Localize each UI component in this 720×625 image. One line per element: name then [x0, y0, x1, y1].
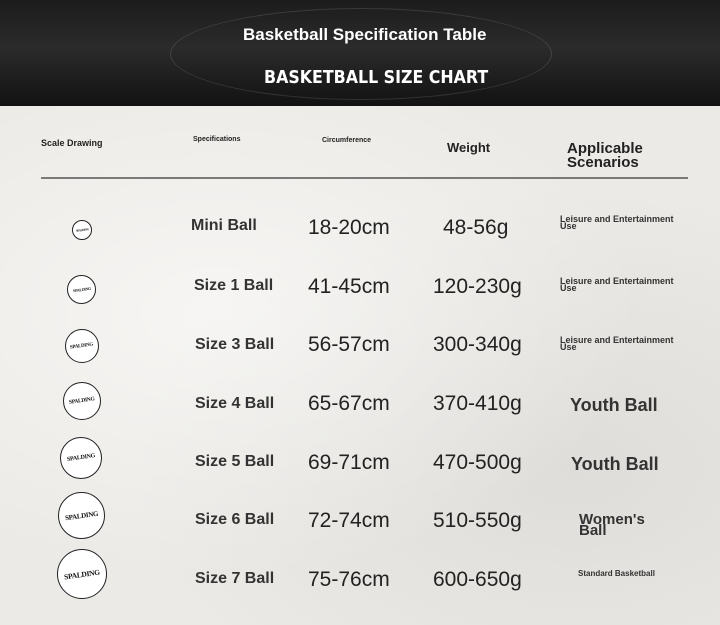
weight-cell: 48-56g	[443, 216, 509, 239]
table-row	[0, 437, 720, 495]
circumference-cell: 65-67cm	[308, 392, 390, 415]
ball-logo-text: SPALDING	[70, 341, 94, 351]
circumference-cell: 72-74cm	[308, 509, 390, 532]
scenario-cell: Leisure and Entertainment Use	[560, 335, 674, 352]
column-header-circumference: Circumference	[322, 137, 372, 144]
scenario-cell: Leisure and Entertainment Use	[560, 214, 674, 231]
table-row	[0, 320, 720, 378]
page-title: Basketball Specification Table	[243, 25, 487, 44]
weight-cell: 600-650g	[433, 568, 522, 591]
circumference-cell: 69-71cm	[308, 451, 390, 474]
column-header-applicable-scenarios: Applicable Scenarios	[567, 140, 643, 171]
ball-logo-text: SPALDING	[63, 567, 101, 581]
circumference-cell: 56-57cm	[308, 333, 390, 356]
table-row	[0, 202, 720, 260]
basketball-icon	[65, 329, 99, 363]
column-header-scale: Scale Drawing	[41, 138, 103, 148]
weight-cell: 510-550g	[433, 509, 522, 532]
basketball-icon	[60, 437, 102, 479]
weight-cell: 120-230g	[433, 275, 522, 298]
circumference-cell: 75-76cm	[308, 568, 390, 591]
ball-logo-text: SPALDING	[68, 396, 96, 406]
ball-logo-text: SPALDING	[66, 453, 96, 463]
ball-logo-text: SPALDING	[72, 285, 91, 294]
weight-cell: 470-500g	[433, 451, 522, 474]
column-header-weight: Weight	[447, 140, 491, 155]
ball-logo-text: SPALDING	[75, 227, 89, 233]
spec-cell: Size 6 Ball	[195, 511, 275, 528]
column-header-specifications: Specifications	[193, 136, 241, 143]
spec-cell: Mini Ball	[191, 217, 257, 234]
basketball-icon	[57, 549, 107, 599]
scenario-cell: Women's Ball	[579, 511, 645, 539]
basketball-icon	[67, 275, 96, 304]
table-row	[0, 379, 720, 437]
weight-cell: 300-340g	[433, 333, 522, 356]
table-row	[0, 261, 720, 319]
table-row	[0, 491, 720, 549]
header-banner	[0, 0, 720, 106]
basketball-icon	[58, 492, 105, 539]
scenario-cell: Youth Ball	[571, 454, 659, 474]
circumference-cell: 18-20cm	[308, 216, 390, 239]
spec-cell: Size 5 Ball	[195, 453, 275, 470]
spec-cell: Size 3 Ball	[195, 336, 275, 353]
scenario-cell: Leisure and Entertainment Use	[560, 276, 674, 293]
weight-cell: 370-410g	[433, 392, 522, 415]
basketball-icon	[63, 382, 101, 420]
scenario-cell: Youth Ball	[570, 395, 658, 415]
ball-logo-text: SPALDING	[64, 509, 99, 522]
spec-cell: Size 1 Ball	[194, 277, 274, 294]
spec-cell: Size 7 Ball	[195, 570, 275, 587]
scenario-cell: Standard Basketball	[578, 569, 655, 578]
page-subtitle: BASKETBALL SIZE CHART	[264, 67, 489, 88]
spec-cell: Size 4 Ball	[195, 395, 275, 412]
header-divider	[41, 177, 688, 179]
table-row	[0, 548, 720, 625]
circumference-cell: 41-45cm	[308, 275, 390, 298]
basketball-icon	[72, 220, 92, 240]
